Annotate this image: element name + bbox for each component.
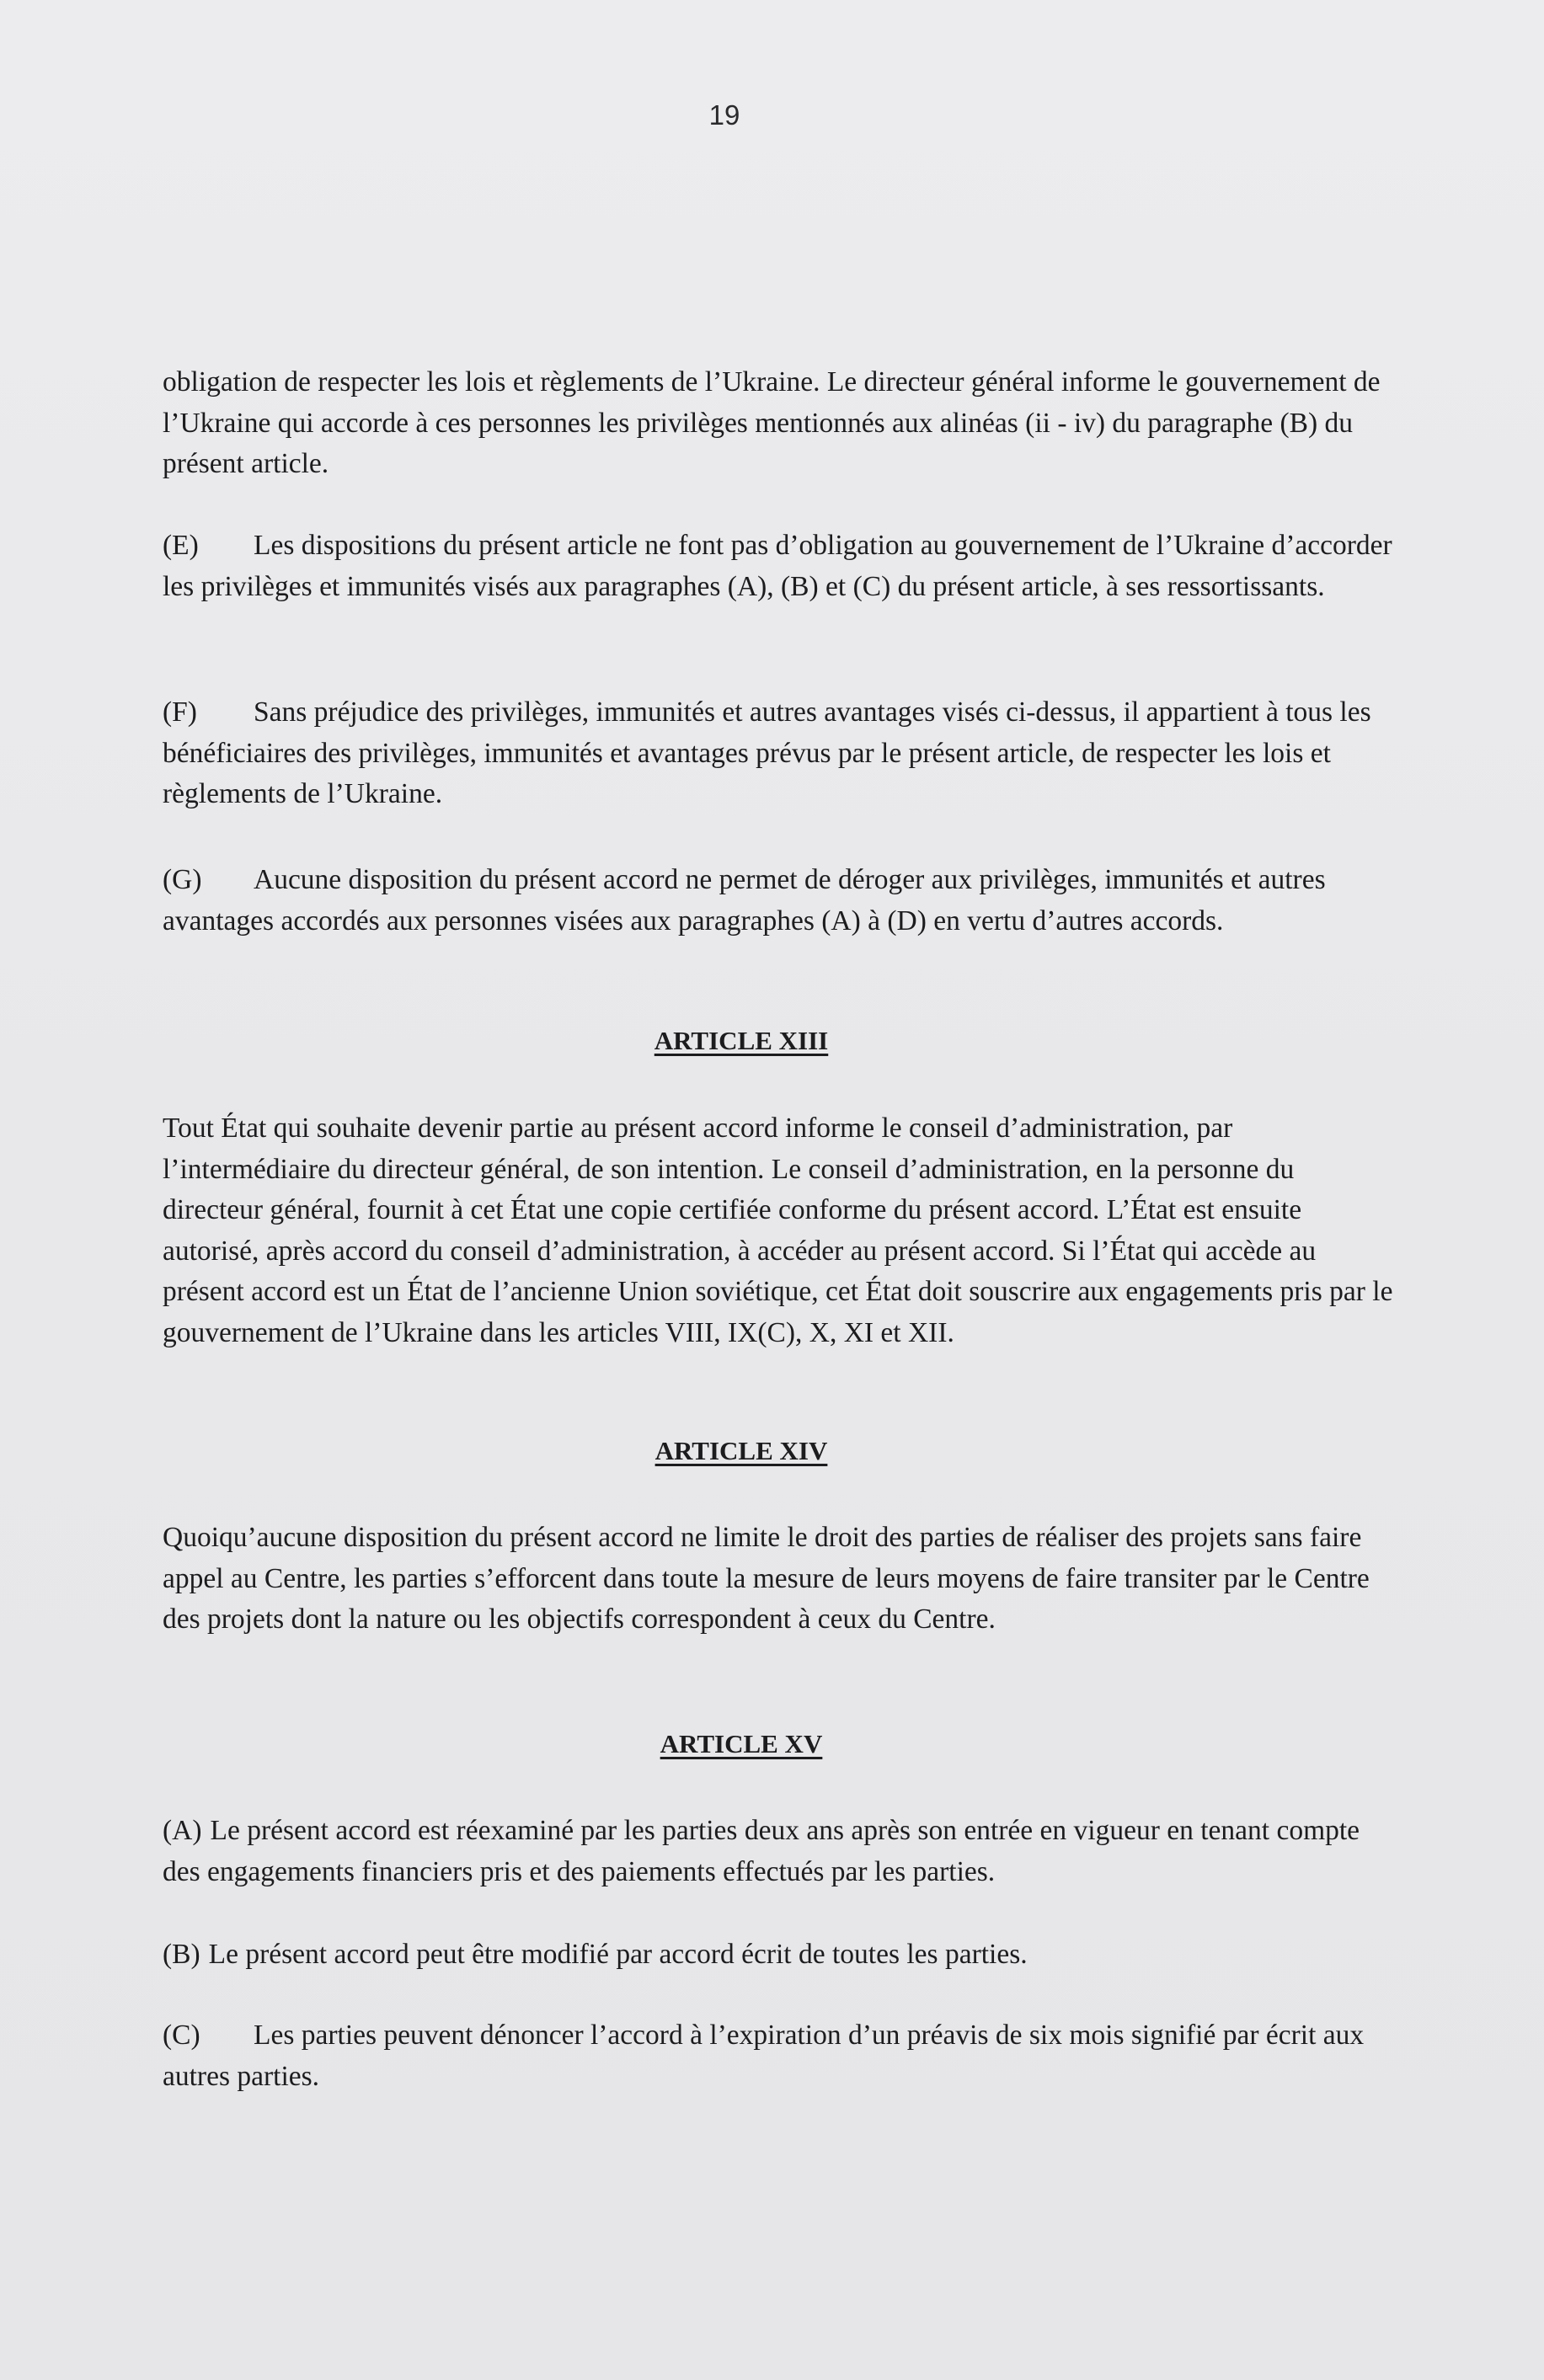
article-15-heading: ARTICLE XV bbox=[660, 1729, 823, 1758]
paragraph-f bbox=[163, 692, 1401, 815]
paragraph-f-label: (F) bbox=[163, 696, 197, 728]
article-15-c-text: Les parties peuvent dénoncer l’accord à l’expiration d’un préavis de six mois signifié par écrit aux autres parties. bbox=[163, 2020, 1365, 2092]
paragraph-g-label: (G) bbox=[163, 864, 202, 895]
paragraph-d-continuation: obligation de respecter les lois et règlements de l’Ukraine. Le directeur général informe le gouvernement de l’Ukraine qui accorde à ces personnes les privilèges mentionnés aux alinéas (ii - iv) du paragraphe (B) du présent article. bbox=[163, 366, 1381, 479]
article-15-b-label: (B) bbox=[163, 1939, 200, 1970]
article-15-a-text: Le présent accord est réexaminé par les parties deux ans après son entrée en vigueur en tenant compte des engagements financiers pris et des paiements effectués par les parties. bbox=[163, 1815, 1360, 1887]
paragraph-e bbox=[163, 526, 1401, 607]
paragraph-f-text: Sans préjudice des privilèges, immunités et autres avantages visés ci-dessus, il appartient à tous les bénéficiaires des privilèges, immunités et avantages prévus par le présent article, de respecter les lois et règlements de l’Ukraine. bbox=[163, 696, 1371, 809]
article-15-paragraph-c bbox=[163, 2015, 1401, 2097]
page-number: 19 bbox=[708, 99, 740, 131]
article-15-paragraph-a bbox=[163, 1811, 1401, 1892]
article-15-b-text: Le présent accord peut être modifié par accord écrit de toutes les parties. bbox=[208, 1939, 1028, 1970]
paragraph-g-text: Aucune disposition du présent accord ne permet de déroger aux privilèges, immunités et autres avantages accordés aux personnes visées aux paragraphes (A) à (D) en vertu d’autres accords. bbox=[163, 864, 1326, 937]
article-13-heading: ARTICLE XIII bbox=[654, 1026, 829, 1055]
paragraph-e-text: Les dispositions du présent article ne font pas d’obligation au gouvernement de l’Ukraine d’accorder les privilèges et immunités visés aux paragraphes (A), (B) et (C) du présent article, à ses ressortissants. bbox=[163, 530, 1392, 602]
article-15-a-label: (A) bbox=[163, 1815, 202, 1846]
article-15-c-label: (C) bbox=[163, 2020, 200, 2051]
article-14-heading: ARTICLE XIV bbox=[654, 1436, 828, 1465]
paragraph-e-label: (E) bbox=[163, 530, 199, 561]
article-15-paragraph-b bbox=[163, 1934, 1401, 1976]
paragraph-g bbox=[163, 860, 1401, 942]
article-14-text: Quoiqu’aucune disposition du présent accord ne limite le droit des parties de réaliser des projets sans faire appel au Centre, les parties s’efforcent dans toute la mesure de leurs moyens de faire transiter par le Centre des projets dont la nature ou les objectifs correspondent à ceux du Centre. bbox=[163, 1522, 1370, 1635]
article-13-text: Tout État qui souhaite devenir partie au présent accord informe le conseil d’administration, par l’intermédiaire du directeur général, de son intention. Le conseil d’administration, en la personne du directeur général, fournit à cet État une copie certifiée conforme du présent accord. L’État est ensuite autorisé, après accord du conseil d’administration, à accéder au présent accord. Si l’État qui accède au présent accord est un État de l’ancienne Union soviétique, cet État doit souscrire aux engagements pris par le gouvernement de l’Ukraine dans les articles VIII, IX(C), X, XI et XII. bbox=[163, 1113, 1393, 1348]
